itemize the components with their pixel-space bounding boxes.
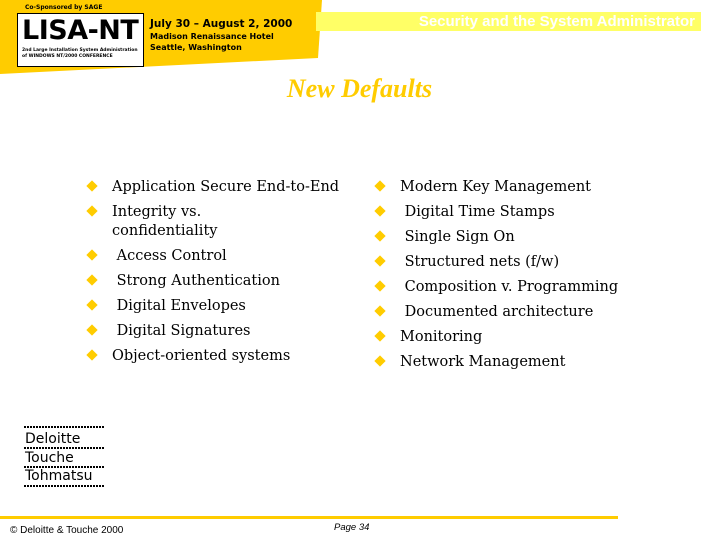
list-item: Object-oriented systems <box>86 347 356 366</box>
logo-line-touche: Touche <box>25 450 74 466</box>
list-item: Monitoring <box>374 328 654 347</box>
diamond-bullet-icon <box>374 205 385 216</box>
logo-rule <box>24 447 104 449</box>
diamond-bullet-icon <box>86 274 97 285</box>
diamond-bullet-icon <box>86 324 97 335</box>
diamond-bullet-icon <box>374 230 385 241</box>
diamond-bullet-icon <box>86 205 97 216</box>
diamond-bullet-icon <box>86 249 97 260</box>
event-info <box>150 17 292 53</box>
diamond-bullet-icon <box>374 330 385 341</box>
banner-text: Security and the System Administrator <box>418 13 695 30</box>
event-venue: Madison Renaissance Hotel <box>150 32 274 41</box>
event-date: July 30 – August 2, 2000 <box>150 18 293 30</box>
list-item: Documented architecture <box>374 303 654 322</box>
left-bullet-list <box>86 178 356 372</box>
list-item: Single Sign On <box>374 228 654 247</box>
deloitte-logo <box>24 426 106 489</box>
diamond-bullet-icon <box>374 280 385 291</box>
logo-line-tohmatsu: Tohmatsu <box>25 468 93 484</box>
lisa-nt-logo <box>17 13 144 67</box>
list-item: Digital Signatures <box>86 322 356 341</box>
diamond-bullet-icon <box>374 255 385 266</box>
list-item: Strong Authentication <box>86 272 356 291</box>
list-item: Digital Time Stamps <box>374 203 654 222</box>
diamond-bullet-icon <box>374 305 385 316</box>
list-item: Network Management <box>374 353 654 372</box>
diamond-bullet-icon <box>86 180 97 191</box>
logo-text: LISA-NT <box>22 15 139 46</box>
page-number: Page 34 <box>334 522 370 533</box>
footer-divider <box>0 516 618 519</box>
logo-line-deloitte: Deloitte <box>25 431 81 447</box>
copyright-text: © Deloitte & Touche 2000 <box>10 525 124 536</box>
diamond-bullet-icon <box>374 355 385 366</box>
list-item: Composition v. Programming <box>374 278 654 297</box>
list-item: Access Control <box>86 247 356 266</box>
diamond-bullet-icon <box>86 299 97 310</box>
logo-subtitle: 2nd Large Installation System Administration of WINDOWS NT/2000 CONFERENCE <box>22 48 138 59</box>
logo-rule <box>24 426 104 428</box>
event-city: Seattle, Washington <box>150 43 242 52</box>
section-banner <box>316 12 701 31</box>
list-item: Modern Key Management <box>374 178 654 197</box>
cosponsor-text: Co-Sponsored by SAGE <box>25 4 103 11</box>
right-bullet-list <box>374 178 654 378</box>
list-item: Digital Envelopes <box>86 297 356 316</box>
slide-title: New Defaults <box>286 74 433 103</box>
list-item: Structured nets (f/w) <box>374 253 654 272</box>
logo-rule <box>24 485 104 487</box>
list-item: Integrity vs. confidentiality <box>86 203 356 241</box>
diamond-bullet-icon <box>374 180 385 191</box>
diamond-bullet-icon <box>86 349 97 360</box>
list-item: Application Secure End-to-End <box>86 178 356 197</box>
conference-badge <box>0 0 322 74</box>
